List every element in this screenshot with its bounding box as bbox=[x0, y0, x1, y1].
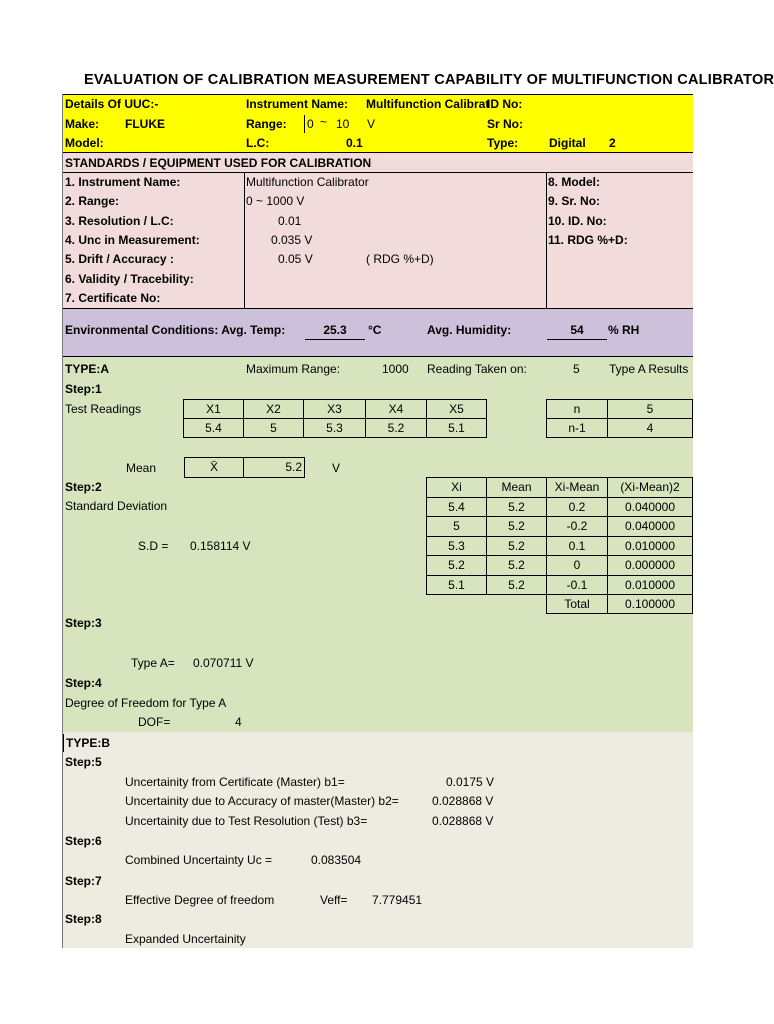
dev-row3-sq: 0.010000 bbox=[607, 536, 693, 556]
reading-value-x5: 5.1 bbox=[426, 418, 487, 438]
type-value: Digital bbox=[549, 136, 586, 150]
veff-value: 7.779451 bbox=[372, 893, 423, 907]
dof-value: 4 bbox=[235, 715, 242, 729]
reading-header-x1: X1 bbox=[183, 399, 244, 419]
sr-no-label: Sr No: bbox=[487, 117, 523, 131]
dev-row2-mean: 5.2 bbox=[486, 516, 547, 537]
avg-humidity-label: Avg. Humidity: bbox=[427, 323, 512, 337]
reading-header-x3: X3 bbox=[303, 399, 366, 419]
type-a-label: Type A= bbox=[131, 656, 175, 670]
dev-row5-mean: 5.2 bbox=[486, 575, 547, 595]
reading-header-x4: X4 bbox=[365, 399, 427, 419]
std-label-id-no: 10. ID. No: bbox=[548, 214, 607, 228]
step-1-label: Step:1 bbox=[65, 382, 102, 396]
std-label-validity: 6. Validity / Tracebility: bbox=[65, 272, 194, 286]
lc-label: L.C: bbox=[246, 136, 270, 150]
standards-header: STANDARDS / EQUIPMENT USED FOR CALIBRATION bbox=[65, 156, 372, 170]
std-value-unc: 0.035 V bbox=[271, 233, 313, 247]
dev-total-label: Total bbox=[546, 594, 608, 614]
uuc-range-to: 10 bbox=[336, 117, 350, 131]
reading-value-x1: 5.4 bbox=[183, 418, 244, 438]
instrument-name-label: Instrument Name: bbox=[246, 97, 349, 111]
dev-row5-xi: 5.1 bbox=[426, 575, 487, 595]
id-no-label: ID No: bbox=[487, 97, 523, 111]
std-label-rdg: 11. RDG %+D: bbox=[548, 233, 628, 247]
uc-label: Combined Uncertainty Uc = bbox=[125, 853, 273, 867]
type-number: 2 bbox=[609, 136, 616, 150]
expanded-uncertainty-label: Expanded Uncertainity bbox=[125, 932, 246, 946]
step-5-label: Step:5 bbox=[65, 755, 102, 769]
page-title: EVALUATION OF CALIBRATION MEASUREMENT CAPABILITY OF MULTIFUNCTION CALIBRATOR bbox=[84, 72, 774, 88]
b1-label: Uncertainity from Certificate (Master) b1= bbox=[125, 775, 345, 789]
uuc-range-unit: V bbox=[367, 117, 376, 131]
sd-value: 0.158114 V bbox=[190, 539, 251, 553]
dev-row3-xi: 5.3 bbox=[426, 536, 487, 556]
b3-value: 0.028868 V bbox=[432, 814, 494, 828]
std-label-model: 8. Model: bbox=[548, 175, 601, 189]
std-label-unc: 4. Unc in Measurement: bbox=[65, 233, 200, 247]
dev-header-squared: (Xi-Mean)2 bbox=[607, 477, 693, 498]
uuc-range-from[interactable]: 0 bbox=[304, 115, 314, 133]
std-drift-unit: ( RDG %+D) bbox=[366, 252, 434, 266]
divider bbox=[546, 172, 547, 309]
dev-row1-mean: 5.2 bbox=[486, 497, 547, 517]
max-range-label: Maximum Range: bbox=[246, 362, 341, 376]
dev-row1-diff: 0.2 bbox=[546, 497, 608, 517]
dev-header-xi-mean: Xi-Mean bbox=[546, 477, 608, 498]
step-3-label: Step:3 bbox=[65, 616, 102, 630]
n-label: n bbox=[546, 399, 608, 419]
environment-label: Environmental Conditions: Avg. Temp: bbox=[65, 323, 286, 337]
avg-temp-value: 25.3 bbox=[323, 323, 347, 337]
standard-deviation-heading: Standard Deviation bbox=[65, 499, 168, 513]
uc-value: 0.083504 bbox=[311, 853, 362, 867]
std-label-drift: 5. Drift / Accuracy : bbox=[65, 252, 174, 266]
std-value-range: 0 ~ 1000 V bbox=[246, 194, 305, 208]
dev-row3-mean: 5.2 bbox=[486, 536, 547, 556]
make-value: FLUKE bbox=[125, 117, 165, 131]
dev-total-value: 0.100000 bbox=[607, 594, 693, 614]
sd-label: S.D = bbox=[138, 539, 169, 553]
avg-humidity-value: 54 bbox=[570, 323, 584, 337]
n-value: 5 bbox=[607, 399, 693, 419]
type-label: Type: bbox=[487, 136, 519, 150]
step-6-label: Step:6 bbox=[65, 834, 102, 848]
std-label-resolution: 3. Resolution / L.C: bbox=[65, 214, 174, 228]
reading-value-x4: 5.2 bbox=[365, 418, 427, 438]
std-label-range: 2. Range: bbox=[65, 194, 120, 208]
n-minus-1-label: n-1 bbox=[546, 418, 608, 438]
step-4-label: Step:4 bbox=[65, 676, 102, 690]
temp-underline bbox=[305, 339, 365, 340]
veff-heading: Effective Degree of freedom bbox=[125, 893, 275, 907]
type-b-heading[interactable]: TYPE:B bbox=[63, 734, 110, 752]
range-label: Range: bbox=[246, 117, 287, 131]
max-range-value: 1000 bbox=[382, 362, 409, 376]
divider bbox=[244, 172, 245, 309]
make-label: Make: bbox=[65, 117, 100, 131]
dev-header-xi: Xi bbox=[426, 477, 487, 498]
dev-row3-diff: 0.1 bbox=[546, 536, 608, 556]
dof-heading: Degree of Freedom for Type A bbox=[65, 696, 227, 710]
dev-row2-diff: -0.2 bbox=[546, 516, 608, 537]
b1-value: 0.0175 V bbox=[446, 775, 495, 789]
dev-header-mean: Mean bbox=[486, 477, 547, 498]
test-readings-label: Test Readings bbox=[65, 402, 142, 416]
b2-label: Uncertainity due to Accuracy of master(Master) b2= bbox=[125, 794, 399, 808]
step-7-label: Step:7 bbox=[65, 874, 102, 888]
left-border bbox=[62, 94, 63, 948]
std-label-sr-no: 9. Sr. No: bbox=[548, 194, 601, 208]
dev-row4-mean: 5.2 bbox=[486, 555, 547, 576]
dev-row4-diff: 0 bbox=[546, 555, 608, 576]
dof-label: DOF= bbox=[138, 715, 171, 729]
step-8-label: Step:8 bbox=[65, 912, 102, 926]
mean-symbol: X̄ bbox=[184, 457, 244, 478]
dev-row5-sq: 0.010000 bbox=[607, 575, 693, 595]
type-b-section bbox=[63, 732, 693, 948]
uuc-details-label: Details Of UUC:- bbox=[65, 97, 159, 111]
lc-value: 0.1 bbox=[346, 136, 363, 150]
b2-value: 0.028868 V bbox=[432, 794, 494, 808]
dev-row2-xi: 5 bbox=[426, 516, 487, 537]
reading-header-x5: X5 bbox=[426, 399, 487, 419]
avg-temp-unit: °C bbox=[368, 323, 382, 337]
mean-label: Mean bbox=[126, 461, 157, 475]
reading-header-x2: X2 bbox=[243, 399, 304, 419]
reading-value-x2: 5 bbox=[243, 418, 304, 438]
type-a-heading: TYPE:A bbox=[65, 362, 110, 376]
dev-row2-sq: 0.040000 bbox=[607, 516, 693, 537]
uuc-range-separator: ~ bbox=[320, 115, 328, 129]
model-label: Model: bbox=[65, 136, 104, 150]
std-value-instrument: Multifunction Calibrator bbox=[246, 175, 369, 189]
mean-unit: V bbox=[332, 461, 341, 475]
step-2-label: Step:2 bbox=[65, 480, 102, 494]
std-label-instrument: 1. Instrument Name: bbox=[65, 175, 181, 189]
dev-row4-sq: 0.000000 bbox=[607, 555, 693, 576]
mean-value: 5.2 bbox=[243, 457, 305, 478]
instrument-name-value: Multifunction Calibrat bbox=[366, 97, 490, 111]
reading-value-x3: 5.3 bbox=[303, 418, 366, 438]
veff-label: Veff= bbox=[320, 893, 348, 907]
std-label-certificate: 7. Certificate No: bbox=[65, 291, 161, 305]
std-value-resolution: 0.01 bbox=[278, 214, 302, 228]
dev-row5-diff: -0.1 bbox=[546, 575, 608, 595]
std-value-drift: 0.05 V bbox=[278, 252, 313, 266]
dev-row1-xi: 5.4 bbox=[426, 497, 487, 517]
type-a-results-label: Type A Results bbox=[609, 362, 689, 376]
reading-taken-label: Reading Taken on: bbox=[427, 362, 527, 376]
dev-row4-xi: 5.2 bbox=[426, 555, 487, 576]
type-a-value: 0.070711 V bbox=[193, 656, 254, 670]
avg-humidity-unit: % RH bbox=[608, 323, 640, 337]
dev-row1-sq: 0.040000 bbox=[607, 497, 693, 517]
b3-label: Uncertainity due to Test Resolution (Test) b3= bbox=[125, 814, 368, 828]
humidity-underline bbox=[547, 339, 607, 340]
n-minus-1-value: 4 bbox=[607, 418, 693, 438]
reading-taken-value: 5 bbox=[573, 362, 580, 376]
